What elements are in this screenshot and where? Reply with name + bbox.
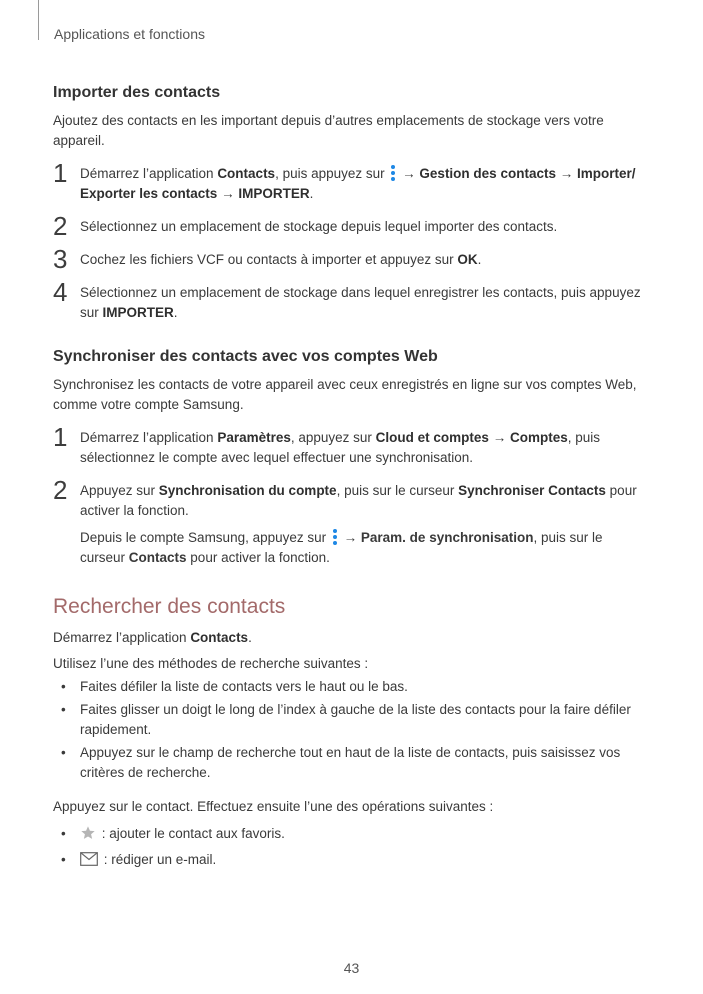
step-number: 2 — [53, 475, 68, 505]
header-title: Applications et fonctions — [54, 26, 205, 42]
sync-title: Synchroniser des contacts avec vos comptes Web — [53, 348, 438, 365]
step-subtext: Depuis le compte Samsung, appuyez sur → Param. de synchronisation, puis sur le curseur Contacts pour activer la fonction. — [80, 530, 603, 565]
import-step-3 — [53, 244, 643, 274]
search-actions-intro: Appuyez sur le contact. Effectuez ensuite l’une des opérations suivantes : — [53, 799, 494, 814]
sync-intro: Synchronisez les contacts de votre appareil avec ceux enregistrés en ligne sur vos comptes Web, comme votre compte Samsung. — [53, 377, 637, 412]
step-text: Démarrez l’application Contacts, puis appuyez sur → Gestion des contacts → Importer/ Exporter les contacts → IMPORTER. — [80, 166, 636, 201]
step-text: Sélectionnez un emplacement de stockage depuis lequel importer des contacts. — [80, 219, 558, 234]
sync-step-2 — [53, 475, 643, 568]
step-number: 4 — [53, 277, 68, 307]
import-title: Importer des contacts — [53, 84, 221, 101]
import-intro: Ajoutez des contacts en les important depuis d’autres emplacements de stockage vers votre appareil. — [53, 113, 604, 148]
list-item: • : rédiger un e-mail. — [61, 852, 217, 867]
search-title: Rechercher des contacts — [53, 595, 286, 618]
search-launch: Démarrez l’application Contacts. — [53, 630, 252, 645]
import-step-2 — [53, 211, 643, 241]
search-methods-list — [53, 677, 643, 783]
page-header — [38, 0, 538, 46]
step-text: Sélectionnez un emplacement de stockage dans lequel enregistrer les contacts, puis appuyez sur IMPORTER. — [80, 285, 641, 320]
step-number: 3 — [53, 244, 68, 274]
import-step-1 — [53, 158, 643, 204]
star-icon — [80, 825, 96, 841]
step-number: 1 — [53, 422, 68, 452]
step-number: 2 — [53, 211, 68, 241]
more-options-icon — [332, 528, 338, 546]
step-text: Cochez les fichiers VCF ou contacts à importer et appuyez sur OK. — [80, 252, 482, 267]
mail-icon — [80, 852, 98, 866]
step-text: Démarrez l’application Paramètres, appuyez sur Cloud et comptes → Comptes, puis sélectionnez le compte avec lequel effectuer une synchronisation. — [80, 430, 600, 465]
list-item: • Appuyez sur le champ de recherche tout en haut de la liste de contacts, puis saisissez vos critères de recherche. — [61, 745, 621, 780]
page-number: 43 — [343, 960, 360, 976]
list-item: • Faites défiler la liste de contacts vers le haut ou le bas. — [61, 679, 408, 694]
step-text: Appuyez sur Synchronisation du compte, puis sur le curseur Synchroniser Contacts pour activer la fonction. — [80, 483, 637, 518]
list-item: • Faites glisser un doigt le long de l’index à gauche de la liste des contacts pour la faire défiler rapidement. — [61, 702, 631, 737]
step-number: 1 — [53, 158, 68, 188]
list-item: • : ajouter le contact aux favoris. — [61, 826, 285, 841]
import-step-4 — [53, 277, 643, 323]
header-rule — [38, 0, 39, 40]
more-options-icon — [390, 164, 396, 182]
search-actions-list — [53, 824, 643, 870]
page-content — [53, 83, 643, 870]
search-methods-intro: Utilisez l’une des méthodes de recherche suivantes : — [53, 656, 369, 671]
sync-step-1 — [53, 422, 643, 468]
